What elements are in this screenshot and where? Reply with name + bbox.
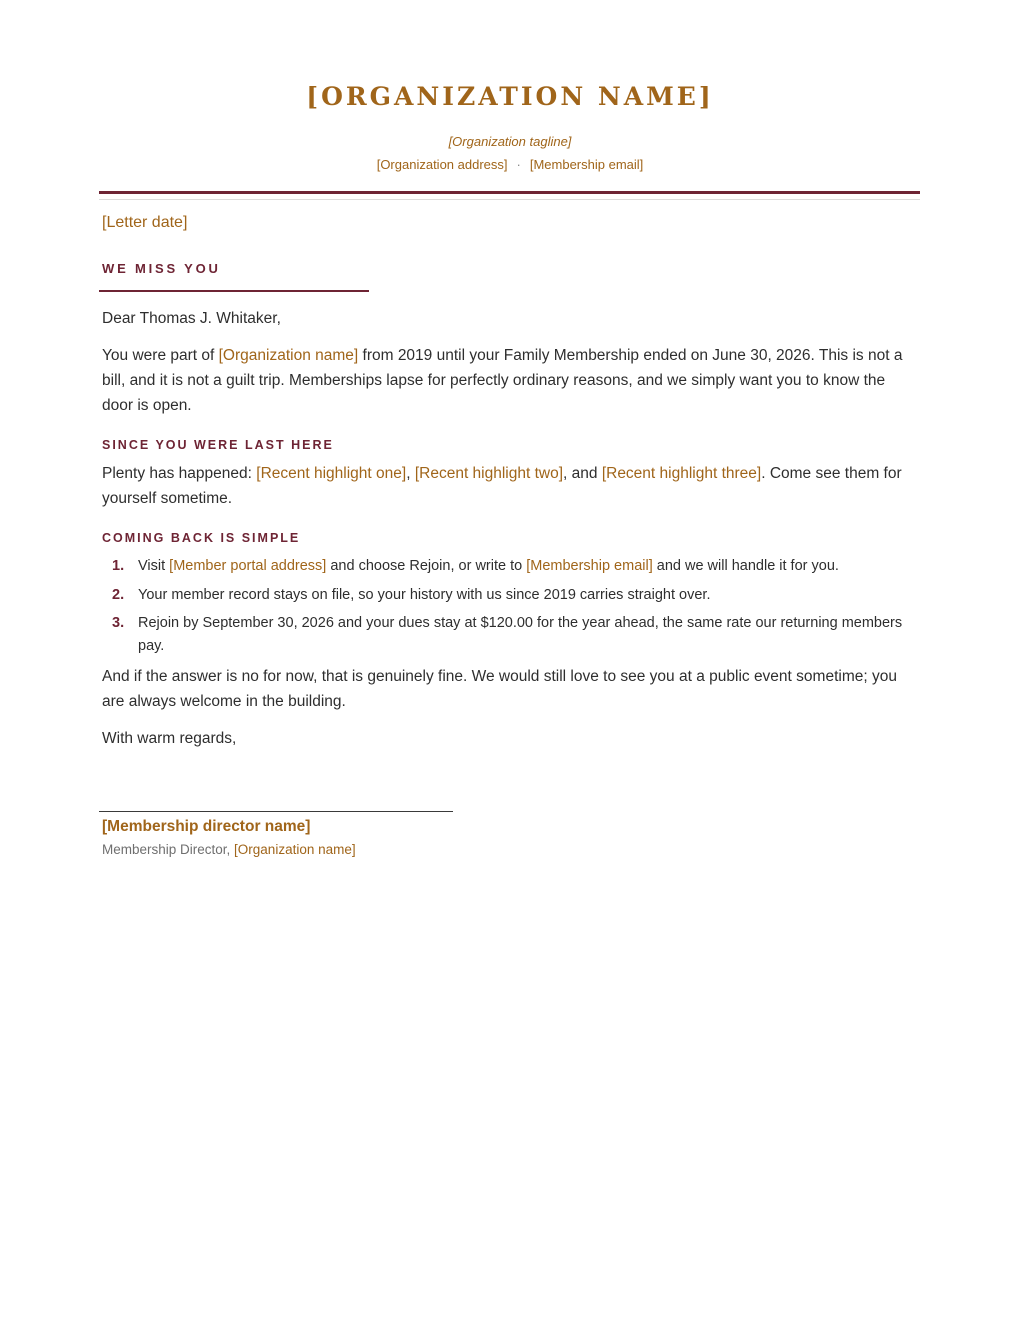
- portal-address-placeholder: [Member portal address]: [169, 558, 327, 574]
- list-item: [102, 612, 917, 658]
- since-text-comma: ,: [406, 465, 415, 482]
- since-text: Plenty has happened:: [102, 465, 257, 482]
- step-text: Visit: [138, 558, 170, 574]
- organization-name: [ORGANIZATION NAME]: [306, 82, 714, 111]
- list-item-number: 2.: [112, 587, 125, 603]
- step-text-end: and we will handle it for you.: [652, 558, 839, 574]
- header-rule-thin: [99, 199, 920, 200]
- signer-name: [Membership director name]: [102, 818, 311, 835]
- list-item-text: Your member record stays on file, so your history with us since 2019 carries straight over.: [138, 587, 711, 603]
- letter-date: [Letter date]: [102, 214, 188, 231]
- highlight-one-placeholder: [Recent highlight one]: [256, 465, 407, 482]
- list-item-text: [138, 555, 917, 578]
- list-item-text: Rejoin by September 30, 2026 and your dues stay at $120.00 for the year ahead, the same rate our returning members pay.: [138, 615, 903, 654]
- list-item: [102, 584, 917, 607]
- highlight-two-placeholder: [Recent highlight two]: [414, 465, 564, 482]
- intro-text-continued: from 2019 until your Family Membership ended on June 30, 2026. This is not a bill, and it is not a guilt trip. Memberships lapse for perfectly ordinary reasons, and we simply want you to know the door is open.: [102, 347, 903, 414]
- since-paragraph: [102, 461, 917, 511]
- signer-title: [102, 842, 356, 857]
- signer-org-placeholder: [Organization name]: [234, 842, 356, 857]
- heading-rule: [99, 290, 369, 292]
- closing-paragraph: And if the answer is no for now, that is genuinely fine. We would still love to see you at a public event sometime; you are always welcome in the building.: [102, 668, 897, 710]
- sign-off: With warm regards,: [102, 730, 237, 747]
- intro-text: You were part of: [102, 347, 219, 364]
- step-text-continued: and choose Rejoin, or write to: [326, 558, 527, 574]
- letter-heading: WE MISS YOU: [102, 261, 221, 276]
- organization-address: [Organization address]: [376, 157, 508, 172]
- list-item: [102, 555, 917, 578]
- list-item-number: 3.: [112, 615, 125, 631]
- list-item-number: 1.: [112, 558, 125, 574]
- membership-email-placeholder: [Membership email]: [526, 558, 653, 574]
- header-rule: [99, 191, 920, 194]
- coming-back-heading: COMING BACK IS SIMPLE: [102, 531, 301, 545]
- since-text-and: , and: [563, 465, 602, 482]
- signature-line: [99, 811, 453, 812]
- salutation: Dear Thomas J. Whitaker,: [102, 310, 281, 327]
- membership-email: [Membership email]: [529, 157, 644, 172]
- contact-line: [0, 157, 1020, 172]
- org-name-placeholder: [Organization name]: [218, 347, 359, 364]
- highlight-three-placeholder: [Recent highlight three]: [601, 465, 762, 482]
- since-text-end: . Come see them for yourself sometime.: [102, 465, 902, 507]
- signer-role: Membership Director,: [102, 842, 235, 857]
- intro-paragraph: [102, 343, 917, 418]
- since-heading: SINCE YOU WERE LAST HERE: [102, 438, 334, 452]
- organization-tagline: [Organization tagline]: [448, 134, 572, 149]
- contact-separator: ·: [516, 157, 521, 172]
